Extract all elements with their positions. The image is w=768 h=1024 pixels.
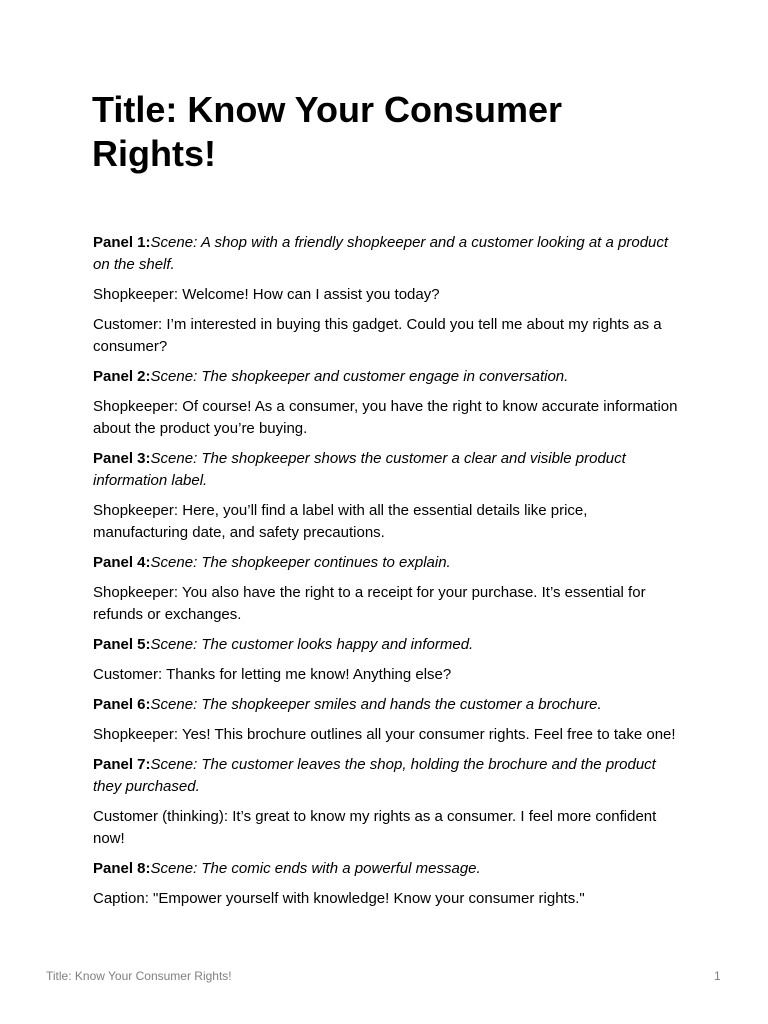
- dialogue-line: Shopkeeper: Of course! As a consumer, you have the right to know accurate information about the product you’re buying.: [93, 398, 678, 437]
- dialogue-line: Customer (thinking): It’s great to know my rights as a consumer. I feel more confident now!: [93, 808, 657, 847]
- scene-description: Scene: The shopkeeper shows the customer a clear and visible product information label.: [93, 450, 626, 489]
- panel-heading: [93, 448, 685, 492]
- panel-heading: [93, 858, 685, 880]
- scene-description: Scene: The comic ends with a powerful message.: [150, 860, 481, 877]
- panel-label: Panel 1:: [93, 234, 151, 251]
- document-body: [93, 232, 685, 918]
- panel-heading: [93, 366, 685, 388]
- scene-description: Scene: The shopkeeper smiles and hands the customer a brochure.: [150, 696, 602, 713]
- scene-description: Scene: The shopkeeper and customer engage in conversation.: [150, 368, 569, 385]
- panel-label: Panel 7:: [93, 756, 151, 773]
- dialogue-line: Shopkeeper: Here, you’ll find a label with all the essential details like price, manufacturing date, and safety precautions.: [93, 502, 588, 541]
- dialogue-line: Customer: I’m interested in buying this gadget. Could you tell me about my rights as a consumer?: [93, 316, 662, 355]
- panel-label: Panel 3:: [93, 450, 151, 467]
- page-number: 1: [714, 969, 721, 983]
- panel-heading: [93, 232, 685, 276]
- panel-label: Panel 6:: [93, 696, 151, 713]
- scene-description: Scene: The customer looks happy and informed.: [150, 636, 474, 653]
- dialogue-line: Customer: Thanks for letting me know! Anything else?: [93, 666, 452, 683]
- panel-label: Panel 2:: [93, 368, 151, 385]
- caption-line: Caption: "Empower yourself with knowledge! Know your consumer rights.": [93, 890, 585, 907]
- page-title: Title: Know Your Consumer Rights!: [92, 89, 563, 174]
- panel-heading: [93, 694, 685, 716]
- panel-heading: [93, 634, 685, 656]
- panel-label: Panel 5:: [93, 636, 151, 653]
- panel-heading: [93, 552, 685, 574]
- panel-label: Panel 4:: [93, 554, 151, 571]
- footer-title: Title: Know Your Consumer Rights!: [46, 969, 232, 983]
- scene-description: Scene: A shop with a friendly shopkeeper and a customer looking at a product on the shelf.: [93, 234, 669, 273]
- scene-description: Scene: The customer leaves the shop, holding the brochure and the product they purchased.: [93, 756, 656, 795]
- panel-heading: [93, 754, 685, 798]
- dialogue-line: Shopkeeper: Welcome! How can I assist you today?: [93, 286, 440, 303]
- dialogue-line: Shopkeeper: Yes! This brochure outlines all your consumer rights. Feel free to take one!: [93, 726, 676, 743]
- panel-label: Panel 8:: [93, 860, 151, 877]
- scene-description: Scene: The shopkeeper continues to explain.: [150, 554, 451, 571]
- dialogue-line: Shopkeeper: You also have the right to a receipt for your purchase. It’s essential for refunds or exchanges.: [93, 584, 646, 623]
